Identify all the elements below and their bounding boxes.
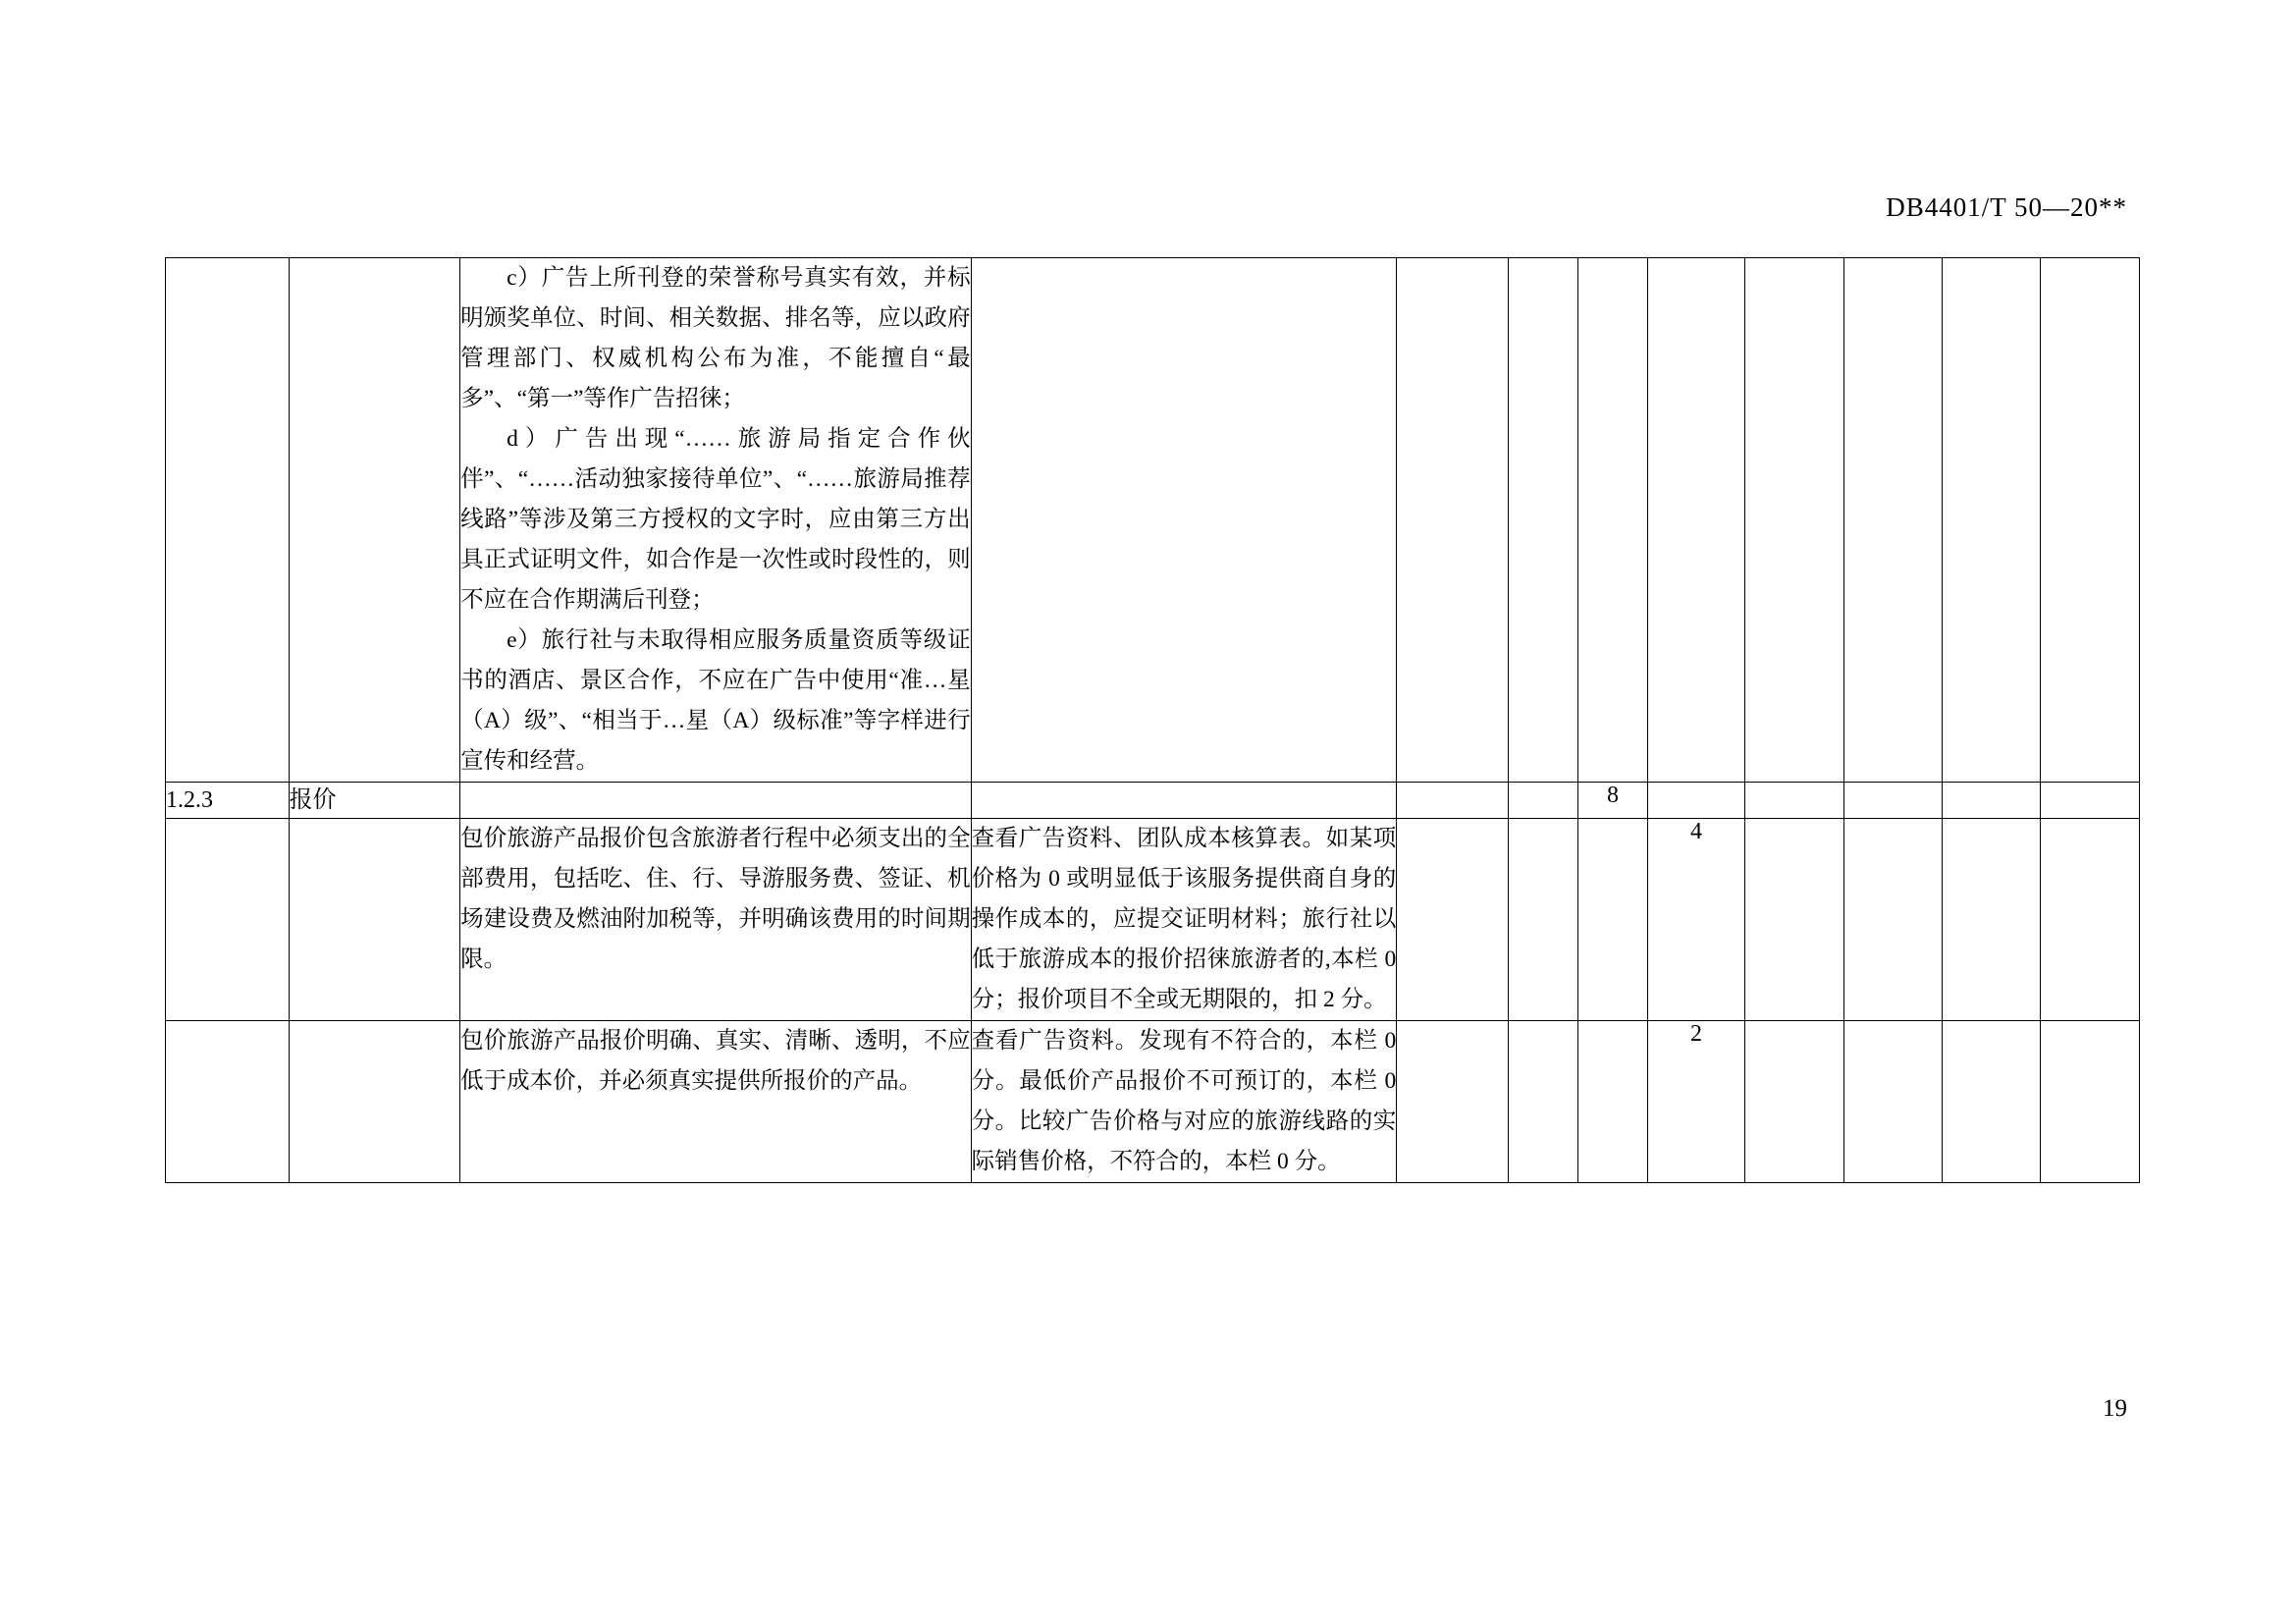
cell-score-d <box>1647 258 1744 783</box>
table-row <box>166 783 2140 819</box>
cell-category: 报价 <box>289 783 460 819</box>
page-number: 19 <box>2103 1395 2127 1422</box>
cell-score-e <box>1745 783 1843 819</box>
cell-score-h <box>2041 819 2140 1021</box>
table-row <box>166 258 2140 783</box>
cell-requirement <box>460 1021 971 1183</box>
cell-method <box>971 819 1397 1021</box>
cell-category <box>289 819 460 1021</box>
cell-score-h <box>2041 783 2140 819</box>
evaluation-table <box>165 257 2140 1183</box>
requirement-item-e: e）旅行社与未取得相应服务质量资质等级证书的酒店、景区合作，不应在广告中使用“准…星（A）级”、“相当于…星（A）级标准”等字样进行宣传和经营。 <box>460 627 971 774</box>
requirement-item-c: c）广告上所刊登的荣誉称号真实有效，并标明颁奖单位、时间、相关数据、排名等，应以政府管理部门、权威机构公布为准，不能擅自“最多”、“第一”等作广告招徕； <box>460 265 971 411</box>
cell-score-c: 8 <box>1578 783 1648 819</box>
cell-score-g <box>1943 783 2041 819</box>
cell-score-c <box>1578 819 1648 1021</box>
cell-score-g <box>1943 258 2041 783</box>
cell-method <box>971 258 1397 783</box>
cell-score-h <box>2041 1021 2140 1183</box>
cell-category <box>289 258 460 783</box>
requirement-text: 包价旅游产品报价包含旅游者行程中必须支出的全部费用，包括吃、住、行、导游服务费、签证、机场建设费及燃油附加税等，并明确该费用的时间期限。 <box>460 826 971 972</box>
cell-score-b <box>1509 819 1578 1021</box>
table-row <box>166 1021 2140 1183</box>
cell-requirement <box>460 258 971 783</box>
cell-score-a <box>1397 1021 1509 1183</box>
cell-score-d <box>1647 783 1744 819</box>
method-text: 查看广告资料、团队成本核算表。如某项价格为 0 或明显低于该服务提供商自身的操作成本的，应提交证明材料；旅行社以低于旅游成本的报价招徕旅游者的,本栏 0 分；报价项目不全或无期限的，扣 2 分。 <box>971 826 1397 1012</box>
cell-score-f <box>1843 819 1942 1021</box>
cell-category <box>289 1021 460 1183</box>
requirement-item-d: d）广告出现“……旅游局指定合作伙伴”、“……活动独家接待单位”、“……旅游局推荐线路”等涉及第三方授权的文字时，应由第三方出具正式证明文件，如合作是一次性或时段性的，则不应在合作期满后刊登； <box>460 426 971 613</box>
cell-score-e <box>1745 819 1843 1021</box>
cell-score-f <box>1843 1021 1942 1183</box>
cell-score-d: 2 <box>1647 1021 1744 1183</box>
cell-score-g <box>1943 819 2041 1021</box>
cell-score-f <box>1843 783 1942 819</box>
cell-score-e <box>1745 258 1843 783</box>
cell-code <box>166 819 290 1021</box>
cell-score-b <box>1509 783 1578 819</box>
cell-score-a <box>1397 783 1509 819</box>
cell-score-a <box>1397 819 1509 1021</box>
cell-score-h <box>2041 258 2140 783</box>
cell-code <box>166 258 290 783</box>
cell-method <box>971 783 1397 819</box>
cell-score-e <box>1745 1021 1843 1183</box>
cell-score-f <box>1843 258 1942 783</box>
cell-code <box>166 1021 290 1183</box>
cell-method <box>971 1021 1397 1183</box>
cell-score-c <box>1578 258 1648 783</box>
cell-score-a <box>1397 258 1509 783</box>
cell-score-d: 4 <box>1647 819 1744 1021</box>
method-text: 查看广告资料。发现有不符合的，本栏 0 分。最低价产品报价不可预订的，本栏 0 分。比较广告价格与对应的旅游线路的实际销售价格，不符合的，本栏 0 分。 <box>971 1028 1397 1174</box>
cell-score-g <box>1943 1021 2041 1183</box>
requirement-text: 包价旅游产品报价明确、真实、清晰、透明，不应低于成本价，并必须真实提供所报价的产品。 <box>460 1028 971 1094</box>
cell-requirement <box>460 819 971 1021</box>
cell-score-b <box>1509 1021 1578 1183</box>
cell-score-b <box>1509 258 1578 783</box>
cell-score-c <box>1578 1021 1648 1183</box>
page-header-standard-code: DB4401/T 50—20** <box>1886 192 2127 222</box>
table-row <box>166 819 2140 1021</box>
cell-code: 1.2.3 <box>166 783 290 819</box>
cell-requirement <box>460 783 971 819</box>
